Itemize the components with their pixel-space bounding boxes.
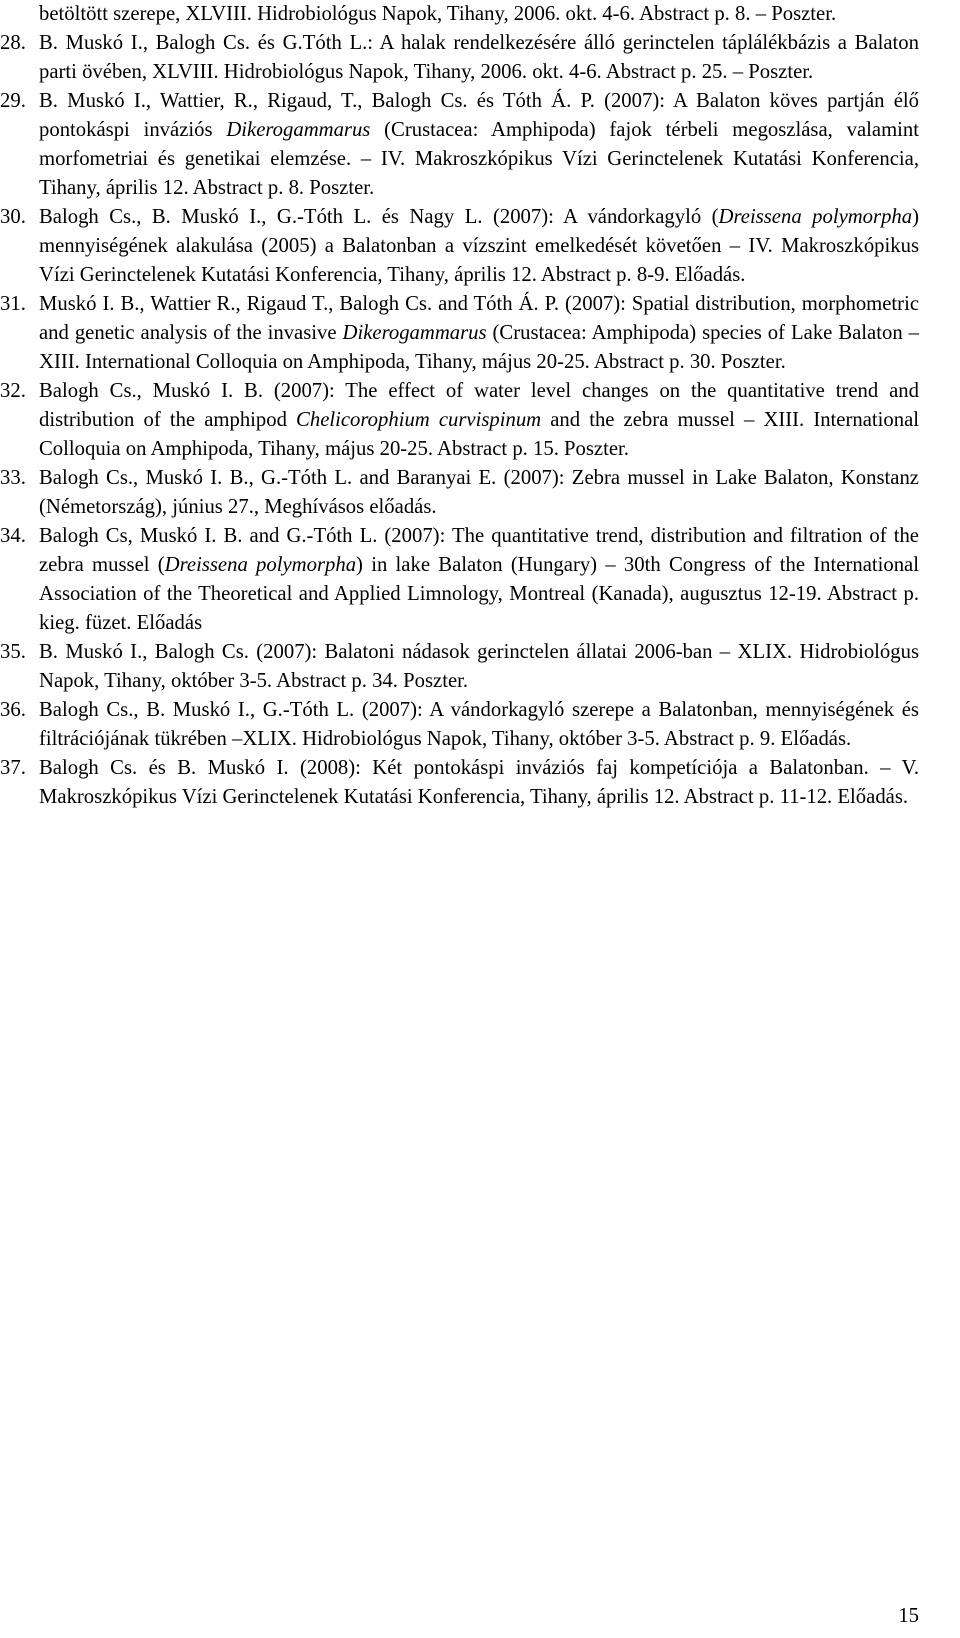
reference-number: 36. — [0, 699, 26, 721]
reference-text: B. Muskó I., Balogh Cs. (2007): Balatoni nádasok gerinctelen állatai 2006-ban – XLIX. Hidrobiológus Napok, Tihany, október 3-5. Abstract p. 34. Poszter. — [39, 641, 919, 692]
reference-item — [0, 638, 919, 696]
reference-number: 28. — [0, 32, 26, 54]
reference-item — [0, 290, 919, 377]
reference-text: Balogh Cs., Muskó I. B. (2007): The effect of water level changes on the quantitative trend and distribution of the amphipod — [39, 380, 919, 431]
reference-list-body — [0, 0, 920, 812]
reference-item — [0, 87, 920, 203]
reference-list — [0, 29, 920, 812]
reference-text: Muskó I. B., Wattier R., Rigaud T., Balogh Cs. and Tóth Á. P. (2007): Spatial distribution, morphometric and genetic analysis of the invasive — [39, 293, 919, 344]
reference-text: Balogh Cs., Muskó I. B., G.-Tóth L. and Baranyai E. (2007): Zebra mussel in Lake Balaton, Konstanz (Németország), június 27., Meghívásos előadás. — [39, 467, 919, 518]
reference-text: ) mennyiségének alakulása (2005) a Balatonban a vízszint emelkedését követően – IV. Makroszkópikus Vízi Gerinctelenek Kutatási Konferencia, Tihany, április 12. Abstract p. 8-9. Előadás. — [39, 206, 920, 286]
reference-italic-term: Dreissena polymorpha — [718, 206, 913, 228]
reference-text: Balogh Cs., B. Muskó I., G.-Tóth L. és Nagy L. (2007): A vándorkagyló ( — [39, 206, 719, 228]
reference-number: 35. — [0, 641, 26, 663]
reference-number: 29. — [0, 90, 26, 112]
reference-number: 31. — [0, 293, 26, 315]
reference-text: Balogh Cs, Muskó I. B. and G.-Tóth L. (2007): The quantitative trend, distribution and filtration of the zebra mussel ( — [39, 525, 919, 576]
reference-text: Balogh Cs. és B. Muskó I. (2008): Két pontokáspi inváziós faj kompetíciója a Balatonban. – V. Makroszkópikus Vízi Gerinctelenek Kutatási Konferencia, Tihany, április 12. Abstract p. 11-12. Előadás. — [39, 757, 919, 808]
reference-item — [0, 29, 919, 87]
reference-text: B. Muskó I., Balogh Cs. és G.Tóth L.: A halak rendelkezésére álló gerinctelen táplálékbázis a Balaton parti övében, XLVIII. Hidrobiológus Napok, Tihany, 2006. okt. 4-6. Abstract p. 25. – Poszter. — [39, 32, 919, 83]
reference-text: ) in lake Balaton (Hungary) – 30th Congress of the International Association of the Theoretical and Applied Limnology, Montreal (Kanada), augusztus 12-19. Abstract p. kieg. füzet. Előadás — [39, 554, 919, 634]
reference-text: Balogh Cs., B. Muskó I., G.-Tóth L. (2007): A vándorkagyló szerepe a Balatonban, mennyiségének és filtrációjának tükrében –XLIX. Hidrobiológus Napok, Tihany, október 3-5. Abstract p. 9. Előadás. — [39, 699, 919, 750]
page-number: 15 — [898, 1605, 919, 1627]
reference-italic-term: Dikerogammarus — [226, 119, 371, 141]
reference-italic-term: Dikerogammarus — [342, 322, 487, 344]
reference-item — [0, 203, 920, 290]
reference-item — [0, 522, 919, 638]
reference-number: 37. — [0, 757, 26, 779]
reference-number: 34. — [0, 525, 26, 547]
reference-item — [0, 696, 919, 754]
reference-item — [0, 377, 920, 464]
reference-text: (Crustacea: Amphipoda) fajok térbeli megoszlása, valamint morfometriai és genetikai elemzése. – IV. Makroszkópikus Vízi Gerinctelenek Kutatási Konferencia, Tihany, április 12. Abstract p. 8. Poszter. — [39, 119, 920, 199]
reference-text: B. Muskó I., Wattier, R., Rigaud, T., Balogh Cs. és Tóth Á. P. (2007): A Balaton köves partján élő pontokáspi inváziós — [39, 90, 919, 141]
reference-italic-term: Chelicorophium curvispinum — [296, 409, 542, 431]
continued-reference-text: betöltött szerepe, XLVIII. Hidrobiológus Napok, Tihany, 2006. okt. 4-6. Abstract p. 8. – Poszter. — [39, 3, 837, 25]
reference-item — [0, 754, 919, 812]
reference-text: and the zebra mussel – XIII. International Colloquia on Amphipoda, Tihany, május 20-25. Abstract p. 15. Poszter. — [39, 409, 920, 460]
reference-number: 33. — [0, 467, 26, 489]
reference-item — [0, 464, 919, 522]
reference-text: (Crustacea: Amphipoda) species of Lake Balaton – XIII. International Colloquia on Amphipoda, Tihany, május 20-25. Abstract p. 30. Poszter. — [39, 322, 919, 373]
reference-italic-term: Dreissena polymorpha — [164, 554, 357, 576]
reference-number: 30. — [0, 206, 26, 228]
reference-number: 32. — [0, 380, 26, 402]
